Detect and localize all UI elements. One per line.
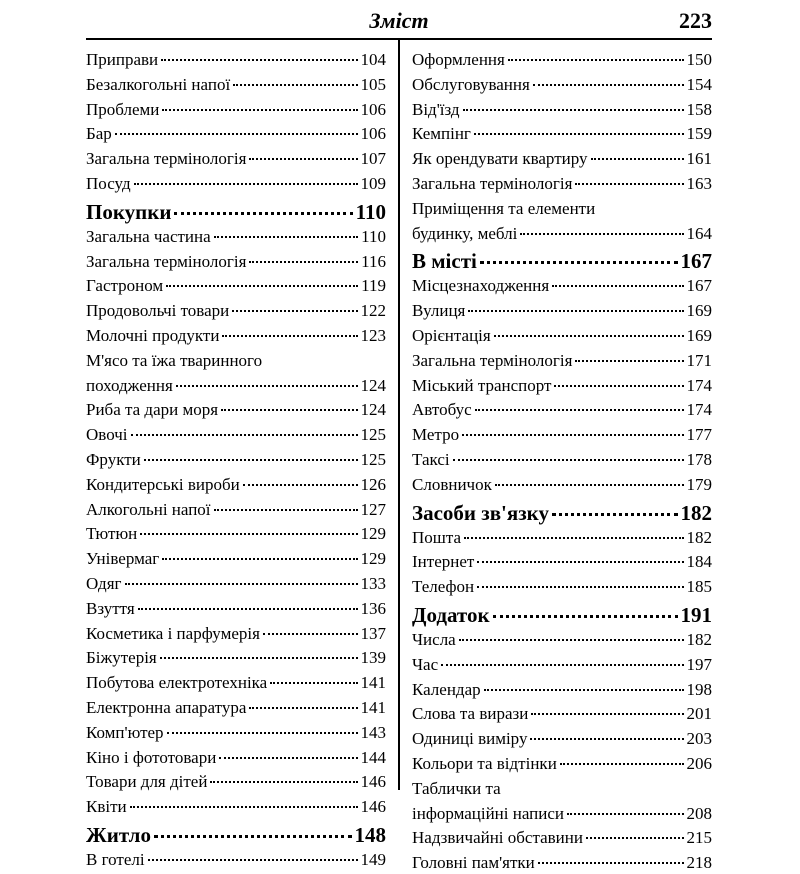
dot-leader <box>463 92 684 111</box>
toc-entry-title: Головні пам'ятки <box>412 853 535 873</box>
dot-leader <box>459 622 684 641</box>
toc-entry-title: Вулиця <box>412 301 466 321</box>
toc-entry-title: Загальна термінологія <box>86 149 247 169</box>
toc-entry-title: Місцезнаходження <box>412 276 550 296</box>
dot-leader <box>162 92 357 111</box>
toc-entry-title: Загальна термінологія <box>412 173 573 193</box>
toc-entry-title: Слова та вирази <box>412 704 529 724</box>
toc-entry-page: 136 <box>360 598 386 618</box>
dot-leader <box>552 492 678 516</box>
toc-entry-title: інформаційні написи <box>412 803 565 823</box>
toc-right-column <box>412 46 712 874</box>
toc-entry-page: 116 <box>361 251 386 271</box>
dot-leader <box>586 820 684 839</box>
dot-leader <box>249 690 357 709</box>
dot-leader <box>214 492 358 511</box>
toc-entry-page: 169 <box>686 325 712 345</box>
dot-leader <box>575 343 683 362</box>
toc-entry-title: Кіно і фототовари <box>86 747 217 767</box>
toc-entry-title: будинку, меблі <box>412 223 518 243</box>
dot-leader <box>538 845 684 864</box>
dot-leader <box>174 191 352 215</box>
dot-leader <box>166 268 358 287</box>
toc-entry-title: Житло <box>86 822 151 847</box>
dot-leader <box>462 417 683 436</box>
toc-entry-title: Від'їзд <box>412 99 460 119</box>
dot-leader <box>530 721 683 740</box>
toc-entry-page: 122 <box>360 301 386 321</box>
dot-leader <box>484 672 684 691</box>
toc-entry-page: 125 <box>360 449 386 469</box>
toc-entry-page: 163 <box>686 173 712 193</box>
toc-entry-page: 159 <box>686 124 712 144</box>
toc-entry-title: Товари для дітей <box>86 772 208 792</box>
toc-entry-page: 174 <box>686 400 712 420</box>
toc-entry-page: 178 <box>686 449 712 469</box>
dot-leader <box>464 520 683 539</box>
toc-entry-title: Приправи <box>86 50 159 69</box>
toc-entry-page: 146 <box>360 797 386 817</box>
dot-leader <box>475 392 684 411</box>
toc-entry-title: Час <box>412 654 439 674</box>
toc-entry-page: 143 <box>360 722 386 742</box>
toc-entry-page: 106 <box>360 99 386 119</box>
dot-leader <box>508 42 684 61</box>
toc-entry-title: Взуття <box>86 598 135 618</box>
dot-leader <box>560 746 684 765</box>
dot-leader <box>495 467 684 486</box>
toc-entry <box>86 322 386 347</box>
toc-entry-title: Комп'ютер <box>86 722 164 742</box>
dot-leader <box>533 67 684 86</box>
dot-leader <box>167 715 358 734</box>
dot-leader <box>219 740 357 759</box>
toc-entry <box>86 846 386 871</box>
toc-entry-title: Обслуговування <box>412 74 530 94</box>
toc-entry-page: 179 <box>686 474 712 494</box>
dot-leader <box>494 318 684 337</box>
toc-entry-title: Покупки <box>86 199 172 224</box>
dot-leader <box>144 442 358 461</box>
toc-entry-title: Таксі <box>412 449 450 469</box>
dot-leader <box>232 293 357 312</box>
toc-left-column <box>86 46 386 871</box>
page-title: Зміст <box>369 8 429 33</box>
toc-entry-page: 126 <box>360 474 386 494</box>
toc-entry-title: Пошта <box>412 527 462 547</box>
toc-entry-title: Безалкогольні напої <box>86 74 231 94</box>
toc-entry-page: 198 <box>686 679 712 699</box>
toc-entry-page: 184 <box>686 552 712 572</box>
toc-entry-title: Овочі <box>86 425 128 445</box>
dot-leader <box>575 166 683 185</box>
dot-leader <box>480 240 678 264</box>
dot-leader <box>130 789 358 808</box>
toc-entry-title: Проблеми <box>86 99 160 119</box>
dot-leader <box>160 640 358 659</box>
toc-entry-page: 133 <box>360 573 386 593</box>
dot-leader <box>140 516 357 535</box>
dot-leader <box>243 467 358 486</box>
toc-entry <box>412 170 712 195</box>
toc-entry-title: Кольори та відтінки <box>412 753 557 773</box>
toc-entry-title: М'ясо та їжа тваринного <box>86 350 263 370</box>
page-number: 223 <box>679 8 712 33</box>
toc-entry-title: Електронна апаратура <box>86 697 247 717</box>
toc-entry-title: Біжутерія <box>86 648 157 668</box>
toc-entry-page: 141 <box>360 673 386 693</box>
dot-leader <box>222 318 357 337</box>
dot-leader <box>154 814 352 838</box>
toc-entry-page: 215 <box>686 828 712 848</box>
dot-leader <box>134 166 358 185</box>
toc-entry-page: 208 <box>686 803 712 823</box>
toc-entry-title: Засоби зв'язку <box>412 500 549 525</box>
toc-entry-title: Гастроном <box>86 276 164 296</box>
dot-leader <box>468 293 683 312</box>
toc-entry-page: 185 <box>686 577 712 597</box>
toc-entry-title: Загальна частина <box>86 226 211 246</box>
toc-entry-page: 141 <box>360 697 386 717</box>
toc-entry-page: 148 <box>354 822 386 847</box>
dot-leader <box>125 566 358 585</box>
dot-leader <box>131 417 358 436</box>
toc-entry-page: 109 <box>360 173 386 193</box>
toc-entry-title: Додаток <box>412 602 490 627</box>
toc-entry-title: Таблички та <box>412 778 501 798</box>
toc-entry-title: В готелі <box>86 849 145 869</box>
dot-leader <box>477 544 683 563</box>
toc-entry-title: Алкогольні напої <box>86 499 211 519</box>
toc-entry-title: Кондитерські вироби <box>86 474 240 494</box>
toc-entry-page: 150 <box>686 50 712 69</box>
toc-entry-page: 137 <box>360 623 386 643</box>
toc-entry-page: 123 <box>360 325 386 345</box>
toc-entry-title: Оформлення <box>412 50 505 69</box>
toc-entry-page: 201 <box>686 704 712 724</box>
toc-entry-title: Одяг <box>86 573 122 593</box>
dot-leader <box>148 842 358 861</box>
toc-entry-page: 124 <box>360 375 386 395</box>
toc-entry-page: 124 <box>360 400 386 420</box>
toc-entry-title: Одиниці виміру <box>412 729 528 749</box>
toc-entry-title: Інтернет <box>412 552 475 572</box>
toc-entry-title: Квіти <box>86 797 127 817</box>
toc-entry-title: Міський транспорт <box>412 375 552 395</box>
toc-entry-page: 177 <box>686 425 712 445</box>
toc-entry-title: Числа <box>412 629 456 649</box>
toc-entry-page: 161 <box>686 149 712 169</box>
toc-entry-title: Продовольчі товари <box>86 301 230 321</box>
dot-leader <box>249 244 358 263</box>
toc-entry-page: 139 <box>360 648 386 668</box>
dot-leader <box>493 594 678 618</box>
toc-entry-title: Приміщення та елементи <box>412 198 596 218</box>
toc-entry-title: Косметика і парфумерія <box>86 623 260 643</box>
toc-entry-page: 203 <box>686 729 712 749</box>
dot-leader <box>221 392 357 411</box>
dot-leader <box>176 368 358 387</box>
dot-leader <box>453 442 684 461</box>
toc-entry-title: Словничок <box>412 474 492 494</box>
toc-entry-title: Як орендувати квартиру <box>412 149 588 169</box>
toc-entry-page: 110 <box>355 199 386 224</box>
dot-leader <box>474 116 684 135</box>
toc-entry-title: Посуд <box>86 173 131 193</box>
toc-entry-page: 107 <box>360 149 386 169</box>
toc-entry-title: Загальна термінологія <box>86 251 247 271</box>
dot-leader <box>441 647 683 666</box>
toc-entry-page: 149 <box>360 849 386 869</box>
toc-entry <box>412 750 712 775</box>
toc-entry-page: 106 <box>360 124 386 144</box>
dot-leader <box>477 569 683 588</box>
toc-entry-page: 119 <box>361 276 386 296</box>
toc-entry-title: Бар <box>86 124 112 144</box>
toc-entry-page: 171 <box>686 350 712 370</box>
toc-entry-page: 167 <box>686 276 712 296</box>
dot-leader <box>115 116 358 135</box>
dot-leader <box>162 541 357 560</box>
toc-entry-title: Метро <box>412 425 460 445</box>
toc-entry-title: Риба та дари моря <box>86 400 219 420</box>
toc-entry-page: 104 <box>360 50 386 69</box>
toc-entry-page: 182 <box>686 527 712 547</box>
toc-entry-page: 167 <box>680 249 712 274</box>
dot-leader <box>270 665 357 684</box>
toc-entry-page: 174 <box>686 375 712 395</box>
toc-entry-page: 129 <box>360 549 386 569</box>
dot-leader <box>591 141 684 160</box>
toc-entry-title: Надзвичайні обставини <box>412 828 583 848</box>
toc-entry-page: 164 <box>686 223 712 243</box>
toc-entry-page: 169 <box>686 301 712 321</box>
toc-entry-title: Кемпінг <box>412 124 471 144</box>
toc-entry-page: 125 <box>360 425 386 445</box>
toc-entry-page: 218 <box>686 853 712 873</box>
toc-entry <box>412 849 712 874</box>
toc-entry-page: 129 <box>360 524 386 544</box>
dot-leader <box>531 696 683 715</box>
dot-leader <box>233 67 357 86</box>
toc-entry-title: Телефон <box>412 577 475 597</box>
dot-leader <box>554 368 683 387</box>
toc-entry-title: Тютюн <box>86 524 138 544</box>
toc-entry-title: Автобус <box>412 400 472 420</box>
toc-entry-title: Календар <box>412 679 481 699</box>
toc-entry-page: 158 <box>686 99 712 119</box>
toc-entry-page: 182 <box>686 629 712 649</box>
column-divider <box>398 38 400 790</box>
dot-leader <box>263 616 358 635</box>
toc-entry-page: 206 <box>686 753 712 773</box>
toc-entry-page: 105 <box>360 74 386 94</box>
toc-entry-page: 144 <box>360 747 386 767</box>
toc-entry-page: 146 <box>360 772 386 792</box>
toc-entry-page: 110 <box>361 226 386 246</box>
toc-entry-page: 154 <box>686 74 712 94</box>
dot-leader <box>161 42 357 61</box>
dot-leader <box>138 591 358 610</box>
toc-entry-page: 197 <box>686 654 712 674</box>
dot-leader <box>567 796 683 815</box>
dot-leader <box>552 268 683 287</box>
toc-entry-title: Універмаг <box>86 549 160 569</box>
toc-entry-page: 127 <box>360 499 386 519</box>
toc-entry-title: Побутова електротехніка <box>86 673 268 693</box>
toc-entry-title: походження <box>86 375 173 395</box>
toc-entry-title: Орієнтація <box>412 325 491 345</box>
dot-leader <box>214 219 358 238</box>
toc-entry-title: Молочні продукти <box>86 325 220 345</box>
toc-entry-page: 191 <box>680 602 712 627</box>
toc-entry-title: Загальна термінологія <box>412 350 573 370</box>
page-header <box>86 6 712 36</box>
dot-leader <box>210 764 357 783</box>
dot-leader <box>520 216 683 235</box>
toc-entry-title: В місті <box>412 249 477 274</box>
toc-entry-title: Фрукти <box>86 449 141 469</box>
toc-entry-page: 182 <box>680 500 712 525</box>
dot-leader <box>249 141 357 160</box>
